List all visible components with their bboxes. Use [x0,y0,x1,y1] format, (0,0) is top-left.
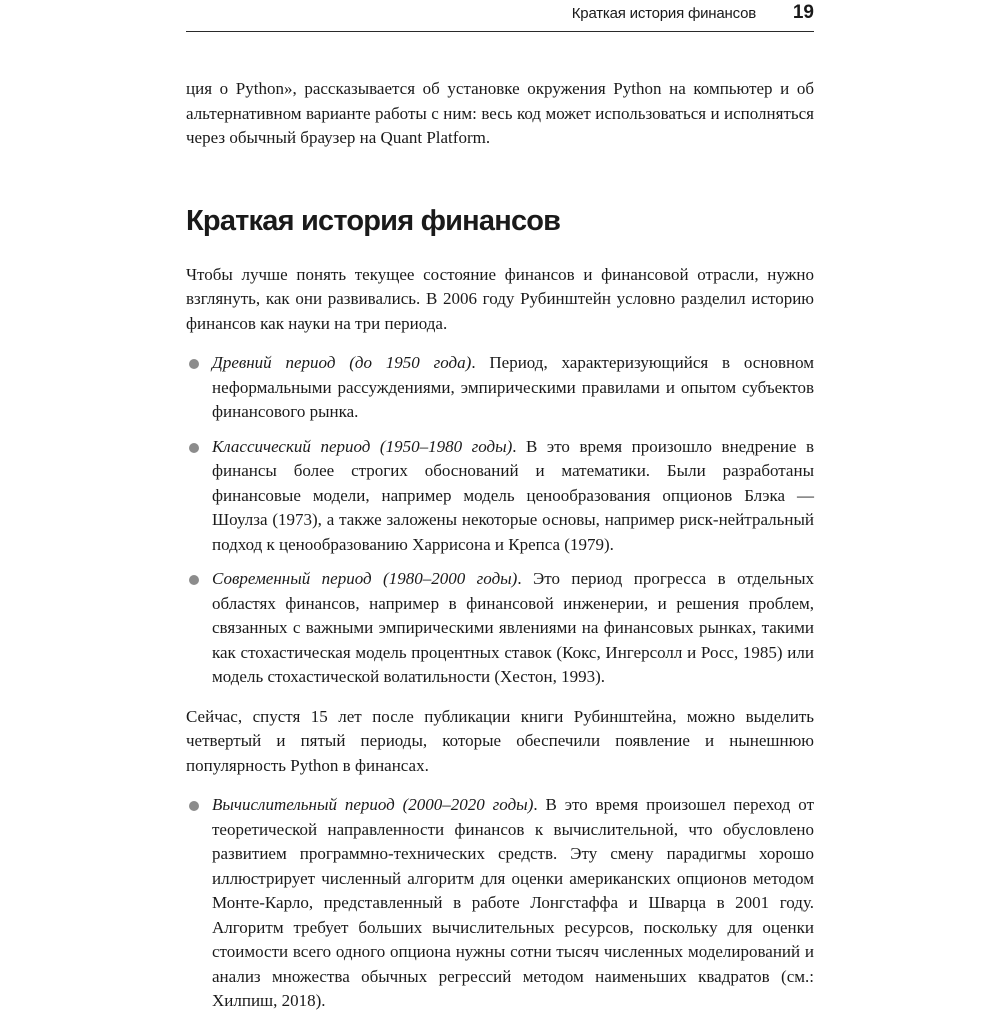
period-description: . Это период прогресса в отдельных областях финансов, например в финансовой инженерии, и решения проблем, связанных с важными эмпирическими явлениями на финансовых рынках, такими как стохастическая модель процентных ставок (Кокс, Ингерсолл и Росс, 1985) или модель стохастической волатильности (Хестон, 1993). [212,569,814,686]
intro-paragraph: ция о Python», рассказывается об установке окружения Python на компьютер и об альтернативном варианте работы с ним: весь код может использоваться и исполняться через обычный браузер на Quant Platform. [186,79,814,147]
period-term: Современный период (1980–2000 годы) [212,569,518,588]
period-description: . В это время произошел переход от теоретической направленности финансов к вычислительной, что обусловлено развитием программно-технических средств. Эту смену парадигмы хорошо иллюстрирует численный алгоритм для оценки американских опционов методом Монте-Карло, представленный в работе Лонгстаффа и Шварца в 2001 году. Алгоритм требует больших вычислительных ресурсов, поскольку для оценки стоимости всего одного опциона нужны сотни тысяч численных моделирований и анализ множества обычных регрессий методом наименьших квадратов (см.: Хилпиш, 2018). [212,795,814,1010]
list-item [186,567,814,690]
bullet-icon [189,575,199,585]
later-periods-list [186,793,814,1014]
period-term: Вычислительный период (2000–2020 годы) [212,795,534,814]
running-title: Краткая история финансов [571,5,756,22]
periods-list [186,351,814,690]
page-number: 19 [792,2,814,23]
section-heading: Краткая история финансов [186,204,561,237]
body-paragraph: Чтобы лучше понять текущее состояние финансов и финансовой отрасли, нужно взглянуть, как они развивались. В 2006 году Рубинштейн условно разделил историю финансов как науки на три периода. [186,264,814,333]
list-item [186,351,814,425]
list-item [186,793,814,1014]
period-term: Классический период (1950–1980 годы) [212,436,513,456]
list-item [186,435,814,558]
bullet-icon [189,359,199,369]
period-description: . Период, характеризующийся в основном неформальными рассуждениями, эмпирическими правилами и опытом субъектов финансового рынка. [212,353,815,421]
bullet-icon [189,801,199,811]
period-term: Древний период (до 1950 года) [212,353,472,372]
period-description: . В это время произошло внедрение в финансы более строгих обоснований и математики. Были разработаны финансовые модели, например модель ценообразования опционов Блэка — Шоулза (1973), а также заложены некоторые основы, например риск-нейтральный подход к ценообразованию Харрисона и Крепса (1979). [212,436,814,554]
bullet-icon [189,443,199,453]
page-body [186,77,814,1024]
page-header [186,0,814,32]
body-paragraph: Сейчас, спустя 15 лет после публикации книги Рубинштейна, можно выделить четвертый и пятый периоды, которые обеспечили появление и нынешнюю популярность Python в финансах. [186,706,814,775]
